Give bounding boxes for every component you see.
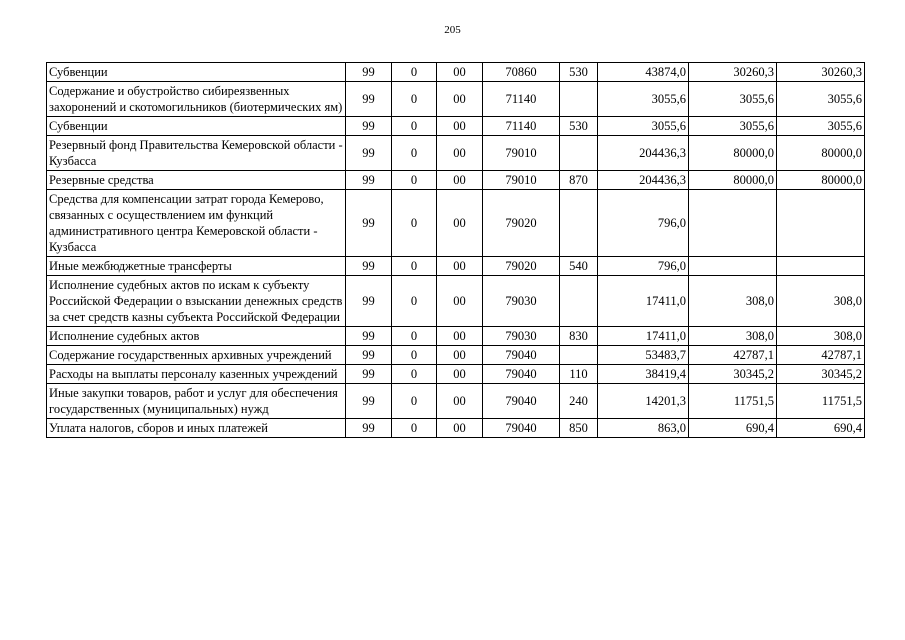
amount-year2-cell: 308,0 bbox=[689, 276, 777, 327]
expense-name-cell: Субвенции bbox=[47, 117, 346, 136]
direction-code-cell: 00 bbox=[437, 419, 483, 438]
table-row bbox=[47, 365, 865, 384]
target-article-cell: 79040 bbox=[483, 346, 560, 365]
program-code-cell: 99 bbox=[346, 419, 392, 438]
amount-year2-cell: 3055,6 bbox=[689, 117, 777, 136]
amount-year3-cell: 308,0 bbox=[777, 327, 865, 346]
amount-year2-cell: 30260,3 bbox=[689, 63, 777, 82]
amount-year1-cell: 17411,0 bbox=[598, 327, 689, 346]
amount-year1-cell: 204436,3 bbox=[598, 136, 689, 171]
program-code-cell: 99 bbox=[346, 384, 392, 419]
amount-year1-cell: 204436,3 bbox=[598, 171, 689, 190]
amount-year3-cell bbox=[777, 190, 865, 257]
expense-type-cell: 870 bbox=[560, 171, 598, 190]
amount-year1-cell: 53483,7 bbox=[598, 346, 689, 365]
expense-type-cell bbox=[560, 82, 598, 117]
target-article-cell: 79020 bbox=[483, 190, 560, 257]
direction-code-cell: 00 bbox=[437, 171, 483, 190]
subprogram-code-cell: 0 bbox=[392, 190, 437, 257]
program-code-cell: 99 bbox=[346, 276, 392, 327]
target-article-cell: 70860 bbox=[483, 63, 560, 82]
amount-year2-cell: 308,0 bbox=[689, 327, 777, 346]
amount-year3-cell: 11751,5 bbox=[777, 384, 865, 419]
table-row bbox=[47, 257, 865, 276]
amount-year2-cell: 80000,0 bbox=[689, 136, 777, 171]
amount-year3-cell: 690,4 bbox=[777, 419, 865, 438]
expense-type-cell: 850 bbox=[560, 419, 598, 438]
table-row bbox=[47, 327, 865, 346]
program-code-cell: 99 bbox=[346, 257, 392, 276]
amount-year3-cell: 308,0 bbox=[777, 276, 865, 327]
amount-year2-cell: 80000,0 bbox=[689, 171, 777, 190]
table-row bbox=[47, 190, 865, 257]
expense-name-cell: Резервный фонд Правительства Кемеровской области - Кузбасса bbox=[47, 136, 346, 171]
expense-name-cell: Иные закупки товаров, работ и услуг для обеспечения государственных (муниципальных) нужд bbox=[47, 384, 346, 419]
expense-type-cell bbox=[560, 136, 598, 171]
direction-code-cell: 00 bbox=[437, 190, 483, 257]
table-row bbox=[47, 171, 865, 190]
table-row bbox=[47, 117, 865, 136]
direction-code-cell: 00 bbox=[437, 384, 483, 419]
program-code-cell: 99 bbox=[346, 365, 392, 384]
table-row bbox=[47, 136, 865, 171]
target-article-cell: 79010 bbox=[483, 171, 560, 190]
subprogram-code-cell: 0 bbox=[392, 384, 437, 419]
subprogram-code-cell: 0 bbox=[392, 82, 437, 117]
expense-type-cell bbox=[560, 190, 598, 257]
program-code-cell: 99 bbox=[346, 63, 392, 82]
direction-code-cell: 00 bbox=[437, 63, 483, 82]
subprogram-code-cell: 0 bbox=[392, 365, 437, 384]
amount-year2-cell: 3055,6 bbox=[689, 82, 777, 117]
expense-name-cell: Исполнение судебных актов по искам к субъекту Российской Федерации о взыскании денежных средств за счет средств казны субъекта Российской Федерации bbox=[47, 276, 346, 327]
target-article-cell: 79040 bbox=[483, 384, 560, 419]
direction-code-cell: 00 bbox=[437, 117, 483, 136]
expense-type-cell: 830 bbox=[560, 327, 598, 346]
amount-year1-cell: 17411,0 bbox=[598, 276, 689, 327]
subprogram-code-cell: 0 bbox=[392, 346, 437, 365]
amount-year1-cell: 796,0 bbox=[598, 257, 689, 276]
expense-type-cell: 530 bbox=[560, 63, 598, 82]
table-row bbox=[47, 384, 865, 419]
direction-code-cell: 00 bbox=[437, 276, 483, 327]
amount-year1-cell: 3055,6 bbox=[598, 82, 689, 117]
table-row bbox=[47, 82, 865, 117]
budget-table bbox=[46, 62, 865, 438]
target-article-cell: 71140 bbox=[483, 117, 560, 136]
expense-name-cell: Расходы на выплаты персоналу казенных учреждений bbox=[47, 365, 346, 384]
expense-name-cell: Резервные средства bbox=[47, 171, 346, 190]
expense-name-cell: Субвенции bbox=[47, 63, 346, 82]
direction-code-cell: 00 bbox=[437, 82, 483, 117]
subprogram-code-cell: 0 bbox=[392, 327, 437, 346]
amount-year2-cell: 42787,1 bbox=[689, 346, 777, 365]
subprogram-code-cell: 0 bbox=[392, 63, 437, 82]
expense-type-cell bbox=[560, 346, 598, 365]
program-code-cell: 99 bbox=[346, 82, 392, 117]
program-code-cell: 99 bbox=[346, 327, 392, 346]
expense-name-cell: Средства для компенсации затрат города Кемерово, связанных с осуществлением им функций административного центра Кемеровской области - Кузбасса bbox=[47, 190, 346, 257]
amount-year2-cell: 11751,5 bbox=[689, 384, 777, 419]
amount-year1-cell: 3055,6 bbox=[598, 117, 689, 136]
subprogram-code-cell: 0 bbox=[392, 276, 437, 327]
amount-year3-cell: 3055,6 bbox=[777, 117, 865, 136]
table-row bbox=[47, 346, 865, 365]
amount-year1-cell: 38419,4 bbox=[598, 365, 689, 384]
expense-name-cell: Исполнение судебных актов bbox=[47, 327, 346, 346]
program-code-cell: 99 bbox=[346, 117, 392, 136]
direction-code-cell: 00 bbox=[437, 327, 483, 346]
subprogram-code-cell: 0 bbox=[392, 117, 437, 136]
target-article-cell: 79030 bbox=[483, 327, 560, 346]
expense-type-cell: 240 bbox=[560, 384, 598, 419]
amount-year1-cell: 14201,3 bbox=[598, 384, 689, 419]
amount-year1-cell: 863,0 bbox=[598, 419, 689, 438]
expense-type-cell: 530 bbox=[560, 117, 598, 136]
amount-year3-cell: 42787,1 bbox=[777, 346, 865, 365]
subprogram-code-cell: 0 bbox=[392, 419, 437, 438]
subprogram-code-cell: 0 bbox=[392, 136, 437, 171]
amount-year3-cell: 80000,0 bbox=[777, 171, 865, 190]
amount-year1-cell: 796,0 bbox=[598, 190, 689, 257]
amount-year3-cell: 80000,0 bbox=[777, 136, 865, 171]
amount-year2-cell bbox=[689, 190, 777, 257]
direction-code-cell: 00 bbox=[437, 365, 483, 384]
expense-name-cell: Содержание государственных архивных учреждений bbox=[47, 346, 346, 365]
target-article-cell: 71140 bbox=[483, 82, 560, 117]
amount-year3-cell: 30345,2 bbox=[777, 365, 865, 384]
amount-year1-cell: 43874,0 bbox=[598, 63, 689, 82]
page-number: 205 bbox=[444, 24, 461, 36]
expense-type-cell: 540 bbox=[560, 257, 598, 276]
expense-type-cell bbox=[560, 276, 598, 327]
expense-name-cell: Содержание и обустройство сибиреязвенных захоронений и скотомогильников (биотермических ям) bbox=[47, 82, 346, 117]
program-code-cell: 99 bbox=[346, 190, 392, 257]
direction-code-cell: 00 bbox=[437, 346, 483, 365]
expense-name-cell: Иные межбюджетные трансферты bbox=[47, 257, 346, 276]
direction-code-cell: 00 bbox=[437, 136, 483, 171]
amount-year3-cell: 30260,3 bbox=[777, 63, 865, 82]
target-article-cell: 79020 bbox=[483, 257, 560, 276]
target-article-cell: 79040 bbox=[483, 419, 560, 438]
target-article-cell: 79010 bbox=[483, 136, 560, 171]
direction-code-cell: 00 bbox=[437, 257, 483, 276]
program-code-cell: 99 bbox=[346, 346, 392, 365]
table-row bbox=[47, 63, 865, 82]
program-code-cell: 99 bbox=[346, 136, 392, 171]
subprogram-code-cell: 0 bbox=[392, 171, 437, 190]
amount-year2-cell: 30345,2 bbox=[689, 365, 777, 384]
target-article-cell: 79030 bbox=[483, 276, 560, 327]
amount-year3-cell: 3055,6 bbox=[777, 82, 865, 117]
expense-name-cell: Уплата налогов, сборов и иных платежей bbox=[47, 419, 346, 438]
target-article-cell: 79040 bbox=[483, 365, 560, 384]
expense-type-cell: 110 bbox=[560, 365, 598, 384]
table-row bbox=[47, 276, 865, 327]
amount-year2-cell bbox=[689, 257, 777, 276]
subprogram-code-cell: 0 bbox=[392, 257, 437, 276]
program-code-cell: 99 bbox=[346, 171, 392, 190]
table-row bbox=[47, 419, 865, 438]
amount-year3-cell bbox=[777, 257, 865, 276]
amount-year2-cell: 690,4 bbox=[689, 419, 777, 438]
